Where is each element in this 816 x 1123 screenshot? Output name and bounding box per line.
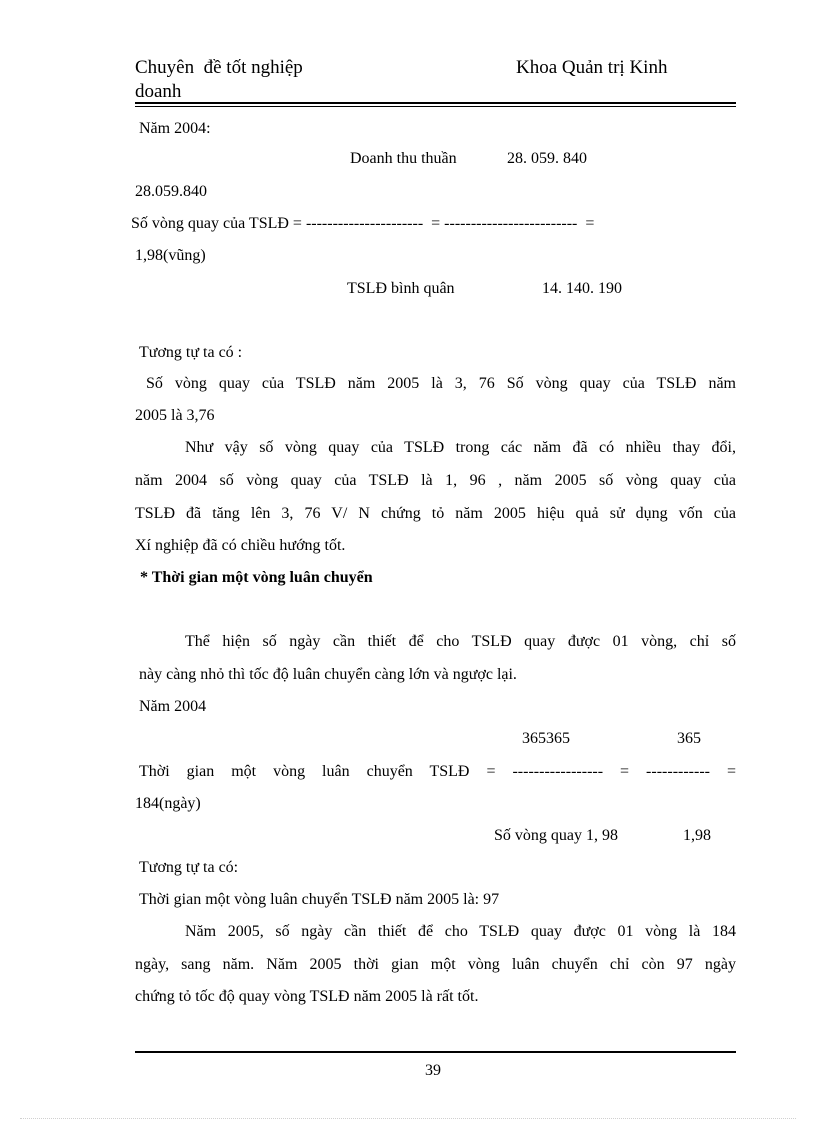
calc-turnover-denominator-a: Số vòng quay 1, 98 xyxy=(494,827,618,844)
calc-turnover-result: 184(ngày) xyxy=(135,795,201,812)
calc2004-numerator-value: 28. 059. 840 xyxy=(507,150,587,167)
page-number: 39 xyxy=(425,1062,441,1079)
header-left-line1: Chuyên đề tốt nghiệp xyxy=(135,57,303,78)
paragraph1-line3: TSLĐ đã tăng lên 3, 76 V/ N chứng tỏ năm 2005 hiệu quả sử dụng vốn của xyxy=(135,505,736,522)
paragraph3-line2: ngày, sang năm. Năm 2005 thời gian một vòng luân chuyển chỉ còn 97 ngày xyxy=(135,956,736,973)
calc2004-formula-line: Số vòng quay của TSLĐ = ---------------------- = ------------------------- = xyxy=(131,215,595,232)
calc-turnover-denominator-b: 1,98 xyxy=(683,827,711,844)
calc-turnover-year-label: Năm 2004 xyxy=(139,698,207,715)
calc2004-denominator-value: 14. 140. 190 xyxy=(542,280,622,297)
section-heading: * Thời gian một vòng luân chuyển xyxy=(140,569,373,586)
similar1-line1: Số vòng quay của TSLĐ năm 2005 là 3, 76 Số vòng quay của TSLĐ năm xyxy=(146,375,736,392)
paragraph2-line2: này càng nhỏ thì tốc độ luân chuyển càng lớn và ngược lại. xyxy=(139,666,517,683)
header-left-line2: doanh xyxy=(135,81,182,102)
paragraph3-line3: chứng tỏ tốc độ quay vòng TSLĐ năm 2005 là rất tốt. xyxy=(135,988,479,1005)
similar2-line: Thời gian một vòng luân chuyển TSLĐ năm 2005 là: 97 xyxy=(139,891,500,908)
calc2004-numerator-repeat: 28.059.840 xyxy=(135,183,207,200)
paragraph2-line1: Thể hiện số ngày cần thiết để cho TSLĐ quay được 01 vòng, chỉ số xyxy=(185,633,736,650)
page-edge-divider xyxy=(20,1118,796,1119)
similar1-line2: 2005 là 3,76 xyxy=(135,407,215,424)
footer-rule xyxy=(135,1051,736,1053)
calc2004-numerator-label: Doanh thu thuần xyxy=(350,150,457,167)
calc2004-denominator-label: TSLĐ bình quân xyxy=(347,280,455,297)
calc2004-year-label: Năm 2004: xyxy=(139,120,211,137)
paragraph1-line4: Xí nghiệp đã có chiều hướng tốt. xyxy=(135,537,346,554)
calc-turnover-numerator-a: 365365 xyxy=(522,730,570,747)
calc-turnover-formula-line: Thời gian một vòng luân chuyển TSLĐ = ----------------- = ------------ = xyxy=(139,763,736,780)
paragraph1-line1: Như vậy số vòng quay của TSLĐ trong các năm đã có nhiều thay đổi, xyxy=(185,439,736,456)
header-right: Khoa Quản trị Kinh xyxy=(516,57,668,78)
paragraph3-line1: Năm 2005, số ngày cần thiết để cho TSLĐ quay được 01 vòng là 184 xyxy=(185,923,736,940)
similar2-label: Tương tự ta có: xyxy=(139,859,239,876)
header-rule-bottom xyxy=(135,106,736,107)
header-rule-top xyxy=(135,102,736,104)
paragraph1-line2: năm 2004 số vòng quay của TSLĐ là 1, 96 , năm 2005 số vòng quay của xyxy=(135,472,736,489)
calc-turnover-numerator-b: 365 xyxy=(677,730,701,747)
calc2004-result: 1,98(vũng) xyxy=(135,247,206,264)
similar1-label: Tương tự ta có : xyxy=(139,344,243,361)
